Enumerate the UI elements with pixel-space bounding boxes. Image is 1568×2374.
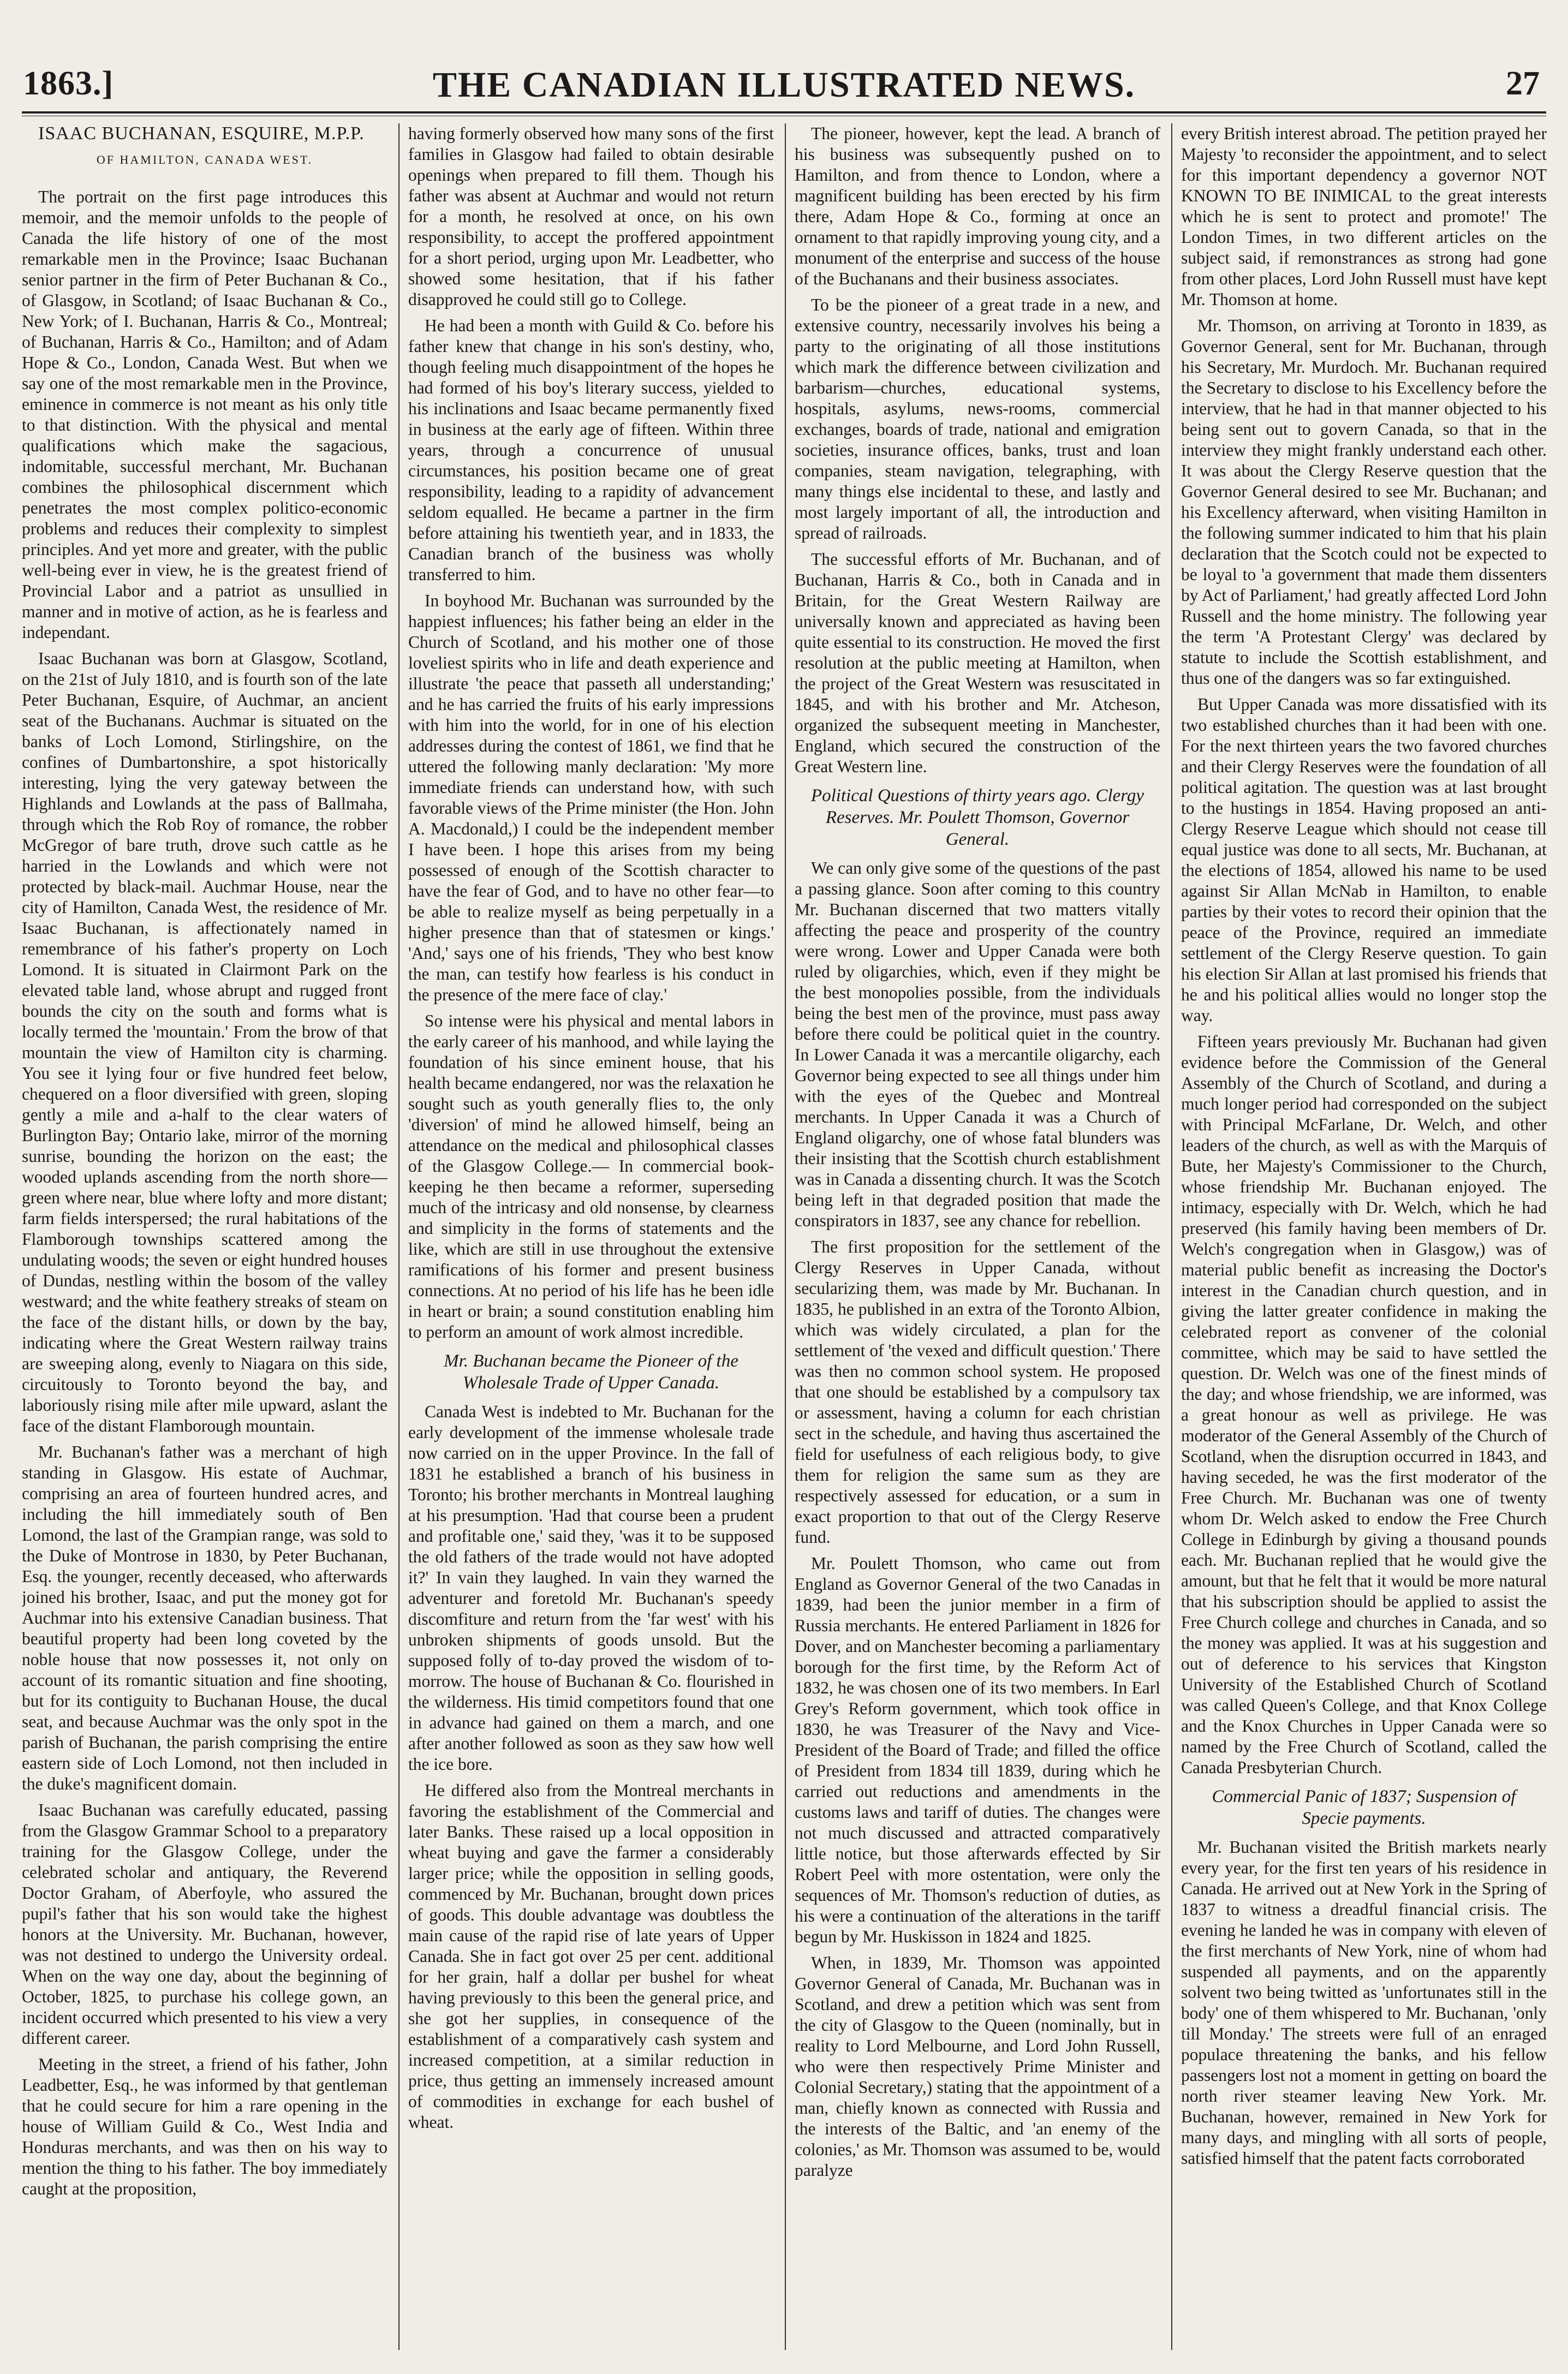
paragraph: When, in 1839, Mr. Thomson was appointed Governor General of Canada, Mr. Buchanan was in Scotland, and drew a petition which was sent from the city of Glasgow to the Queen (nominally, but in reality to Lord Melbourne, and Lord John Russell, who were then respectively Prime Minister and Colonial Secretary,) stating that the appointment of a man, chiefly known as connected with Russia and the interests of the Baltic, and 'an enemy of the colonies,' as Mr. Thomson was assumed to be, would paralyze <box>795 1953 1160 2180</box>
paragraph: But Upper Canada was more dissatisfied with its two established churches than it had been with one. For the next thirteen years the two favored churches and their Clergy Reserves were the foundation of all political agitation. The question was at last brought to the hustings in 1854. Having proposed an anti-Clergy Reserve League which should not cease till equal justice was done to all sects, Mr. Buchanan, at the elections of 1854, allowed his name to be used against Sir Allan McNab in Hamilton, to enable parties by their votes to record their opinion that the peace of the Province, required an immediate settlement of the Clergy Reserve question. To gain his election Sir Allan at last promised his friends that he and his political allies would no longer stop the way. <box>1181 695 1547 1025</box>
column-divider <box>1171 123 1172 2350</box>
paragraph: The pioneer, however, kept the lead. A branch of his business was subsequently pushed on to Hamilton, and from thence to London, where a magnificent building has been erected by his firm there, Adam Hope & Co., forming at once an ornament to that rapidly improving young city, and a monument of the enterprise and success of the house of the Buchanans and their business associates. <box>795 124 1160 288</box>
paragraph: The successful efforts of Mr. Buchanan, and of Buchanan, Harris & Co., both in Canada and in Britain, for the Great Western Railway are universally known and appreciated as having been quite essential to its construction. He moved the first resolution at the public meeting at Hamilton, when the project of the Great Western was resuscitated in 1845, and with his brother and Mr. Atcheson, organized the subsequent meeting in Manchester, England, which secured the construction of the Great Western line. <box>795 550 1160 776</box>
paragraph: Mr. Buchanan visited the British markets nearly every year, for the first ten years of his residence in Canada. He arrived out at New York in the Spring of 1837 to witness a dreadful financial crisis. The evening he landed he was in company with eleven of the first merchants of New York, nine of whom had suspended all payments, and on the apparently solvent two being twitted as 'unfortunates still in the body' one of them whispered to Mr. Buchanan, 'only till Monday.' The streets were full of an enraged populace threatening the banks, and his fellow passengers lost not a moment in getting on board the north river steamer leaving New York. Mr. Buchanan, however, remained in New York for many days, and mingling with all sorts of people, satisfied himself that the patent facts corroborated <box>1181 1838 1547 2168</box>
paragraph: having formerly observed how many sons of the first families in Glasgow had failed to obtain desirable openings when prepared to fill them. Though his father was absent at Auchmar and would not return for a month, he resolved at once, on his own responsibility, to accept the proffered appointment for a short period, urging upon Mr. Leadbetter, who showed some hesitation, that if his father disapproved he could still go to College. <box>408 124 774 309</box>
paragraph: So intense were his physical and mental labors in the early career of his manhood, and while laying the foundation of his since eminent house, that his health became endangered, nor was the relaxation he sought such as youth generally flies to, the only 'diversion' of mind he allowed himself, being an attendance on the medical and philosophical classes of the Glasgow College.— In commercial book-keeping he then became a reformer, superseding much of the intricasy and old nonsense, by clearness and simplicity in the forms of statements and the like, which are still in use throughout the extensive ramifications of his former and present business connections. At no period of his life has he been idle in heart or brain; a sound constitution enabling him to perform an amount of work almost incredible. <box>408 1011 774 1341</box>
section-heading: Mr. Buchanan became the Pioneer of the Wholesale Trade of Upper Canada. <box>444 1351 738 1393</box>
paragraph: every British interest abroad. The petition prayed her Majesty 'to reconsider the appointment, and to select for this important dependency a governor NOT KNOWN TO BE INIMICAL to the great interests which he is sent to protect and promote!' The London Times, in two different articles on the subject said, if remonstrances as strong had gone from other places, Lord John Russell must have kept Mr. Thomson at home. <box>1181 124 1547 309</box>
paragraph: Isaac Buchanan was born at Glasgow, Scotland, on the 21st of July 1810, and is fourth son of the late Peter Buchanan, Esquire, of Auchmar, an ancient seat of the Buchanans. Auchmar is situated on the banks of Loch Lomond, Stirlingshire, on the confines of Dumbartonshire, a spot historically interesting, lying the very gateway between the Highlands and Lowlands at the pass of Ballmaha, through which the Rob Roy of romance, the robber McGregor of bare truth, drove such cattle as he harried in the Lowlands and which were not protected by black-mail. Auchmar House, near the city of Hamilton, Canada West, the residence of Mr. Isaac Buchanan, is affectionately named in remembrance of his father's property on Loch Lomond. It is situated in Clairmont Park on the elevated table land, whose abrupt and rugged front bounds the city on the south and forms what is locally termed the 'mountain.' From the brow of that mountain the view of Hamilton city is charming. You see it lying four or five hundred feet below, chequered on a floor diversified with green, sloping gently a mile and a-half to the clear waters of Burlington Bay; Ontario lake, mirror of the morning sunrise, bounding the horizon on the east; the wooded uplands ascending from the north shore—green where near, blue where lofty and more distant; farm fields interspersed; the rural habitations of the Flamborough townships scattered among the undulating woods; the seven or eight hundred houses of Dundas, nestling within the bosom of the valley westward; and the white feathery streaks of steam on the face of the distant hills, or down by the bay, indicating where the Great Western railway trains are sweeping along, evenly to Niagara on this side, circuitously to Toronto beyond the bay, and laboriously rising mile after mile upward, aslant the face of the distant Flamborough mountain. <box>22 649 387 1435</box>
masthead <box>22 64 1546 119</box>
masthead-rule <box>22 111 1546 114</box>
issue-year: 1863.] <box>23 65 114 102</box>
paragraph: Isaac Buchanan was carefully educated, passing from the Glasgow Grammar School to a preparatory training for the Glasgow College, under the celebrated scholar and antiquary, the Reverend Doctor Graham, of Aberfoyle, who assured the pupil's father that his son would take the highest honors at the University. Mr. Buchanan, however, was not destined to undergo the University ordeal. When on the way one day, about the beginning of October, 1825, to purchase his college gown, an incident occurred which presented to his view a very different career. <box>22 1800 387 2048</box>
article-columns <box>22 123 1546 2361</box>
paragraph: To be the pioneer of a great trade in a new, and extensive country, necessarily involves his being a party to the originating of all those institutions which mark the difference between civilization and barbarism—churches, educational systems, hospitals, asylums, news-rooms, commercial exchanges, boards of trade, national and emigration societies, insurance offices, banks, trust and loan companies, steam navigation, telegraphing, with many things else incidental to these, and lastly and most largely important of all, the introduction and spread of railroads. <box>795 295 1160 542</box>
column-divider <box>398 123 400 2350</box>
paragraph: We can only give some of the questions of the past a passing glance. Soon after coming to this country Mr. Buchanan discerned that two matters vitally affecting the peace and prosperity of the country were wrong. Lower and Upper Canada were both ruled by oligarchies, which, even if they might be the best monopolies possible, from the individuals being the best men of the province, must pass away before there could be political quiet in the country. In Lower Canada it was a mercantile oligarchy, each Governor being expected to see all things under him with the eyes of the Quebec and Montreal merchants. In Upper Canada it was a Church of England oligarchy, one of whose fatal blunders was their insisting that the Scottish church establishment was in Canada a dissenting church. It was the Scotch being left in that degraded position that made the conspirators in 1837, see any chance for rebellion. <box>795 858 1160 1230</box>
section-heading: Political Questions of thirty years ago. Clergy Reserves. Mr. Poulett Thomson, Governor General. <box>810 786 1144 849</box>
newspaper-title: THE CANADIAN ILLUSTRATED NEWS. <box>432 65 1136 105</box>
column-1 <box>22 123 387 2350</box>
paragraph: Meeting in the street, a friend of his father, John Leadbetter, Esq., he was informed by that gentleman that he could secure for him a rare opening in the house of William Guild & Co., West India and Honduras merchants, and was then on his way to mention the thing to his father. The boy immediately caught at the proposition, <box>22 2055 387 2198</box>
paragraph: Fifteen years previously Mr. Buchanan had given evidence before the Commission of the General Assembly of the Church of Scotland, and during a much longer period had corresponded on the subject with Principal McFarlane, Dr. Welch, and other leaders of the church, as well as with the Marquis of Bute, her Majesty's Commissioner to the Church, whose friendship Mr. Buchanan enjoyed. The intimacy, especially with Dr. Welch, which he had preserved (his family having been members of Dr. Welch's congregation when in Glasgow,) was of material public benefit as increasing the Doctor's interest in the Canadian church question, and in giving the latter greater confidence in making the celebrated report as convener of the colonial committee, which may be said to have settled the question. Dr. Welch was one of the finest minds of the day; and whose friendship, we are informed, was a great honour as well as privilege. He was moderator of the General Assembly of the Church of Scotland, when the disruption occurred in 1843, and having seceded, he was the first moderator of the Free Church. Mr. Buchanan was one of twenty whom Dr. Welch asked to endow the Free Church College in Edinburgh by giving a thousand pounds each. Mr. Buchanan replied that he would give the amount, but that he felt that it would be more natural that his subscription should be applied to assist the Free Church college and churches in Canada, and so the money was applied. It was at his suggestion and out of deference to his services that Kingston University of the Established Church of Scotland was called Queen's College, and that Knox College and the Knox Churches in Upper Canada were so named by the Free Church of Scotland, called the Canada Presbyterian Church. <box>1181 1032 1547 1777</box>
column-4 <box>1181 123 1547 2350</box>
paragraph: Mr. Thomson, on arriving at Toronto in 1839, as Governor General, sent for Mr. Buchanan, through his Secretary, Mr. Murdoch. Mr. Buchanan required the Secretary to disclose to his Excellency before the interview, that he had in that manner objected to his being sent out to govern Canada, so that in the interview they might frankly understand each other. It was about the Clergy Reserve question that the Governor General desired to see Mr. Buchanan; and his Excellency afterward, when visiting Hamilton in the following summer indicated to him that his plain declaration that the Scotch could not be expected to be loyal to 'a government that made them dissenters by Act of Parliament,' had greatly affected Lord John Russell and the home ministry. The following year the term 'A Protestant Clergy' was declared by statute to include the Scottish establishment, and thus one of the dangers was so far extinguished. <box>1181 316 1547 688</box>
section-heading: Commercial Panic of 1837; Suspension of Specie payments. <box>1212 1787 1516 1828</box>
paragraph: Canada West is indebted to Mr. Buchanan for the early development of the immense wholesale trade now carried on in the upper Province. In the fall of 1831 he established a branch of his business in Toronto; his brother merchants in Montreal laughing at his presumption. 'Had that course been a prudent and profitable one,' said they, 'was it to be supposed the old fathers of the trade would not have adopted it?' In vain they laughed. In vain they warned the adventurer and foretold Mr. Buchanan's speedy discomfiture and return from the 'far west' with his unbroken shipments of goods unsold. But the supposed folly of to-day proved the wisdom of to-morrow. The house of Buchanan & Co. flourished in the wilderness. His timid competitors found that one in advance had gained on them a march, and one after another followed as soon as they saw how well the ice bore. <box>408 1402 774 1774</box>
paragraph: In boyhood Mr. Buchanan was surrounded by the happiest influences; his father being an elder in the Church of Scotland, and his mother one of those loveliest spirits who in life and death experience and illustrate 'the peace that passeth all understanding;' and he has carried the fruits of his early impressions with him into the world, for in one of his election addresses during the contest of 1861, we find that he uttered the following manly declaration: 'My more immediate friends can understand how, with such favorable views of the Prime minister (the Hon. John A. Macdonald,) I could be the independent member I have been. I hope this arises from my being possessed of enough of the Scottish character to have the fear of God, and to have no other fear—to be able to realize myself as being perpetually in a higher presence than that of statesmen or kings.' 'And,' says one of his friends, 'They who best know the man, can testify how fearless is his conduct in the presence of the mere face of clay.' <box>408 591 774 1004</box>
column-divider <box>785 123 786 2350</box>
paragraph: Mr. Buchanan's father was a merchant of high standing in Glasgow. His estate of Auchmar, comprising an area of fourteen hundred acres, and including the hill immediately south of Ben Lomond, the last of the Grampian range, was sold to the Duke of Montrose in 1830, by Peter Buchanan, Esq. the younger, recently deceased, who afterwards joined his brother, Isaac, and put the money got for Auchmar into his extensive Canadian business. That beautiful property had been long coveted by the noble house that now possesses it, not only on account of its romantic situation and fine shooting, but for its contiguity to Buchanan House, the ducal seat, and because Auchmar was the only spot in the parish of Buchanan, the parish comprising the entire eastern side of Loch Lomond, not then included in the duke's magnificent domain. <box>22 1442 387 1793</box>
paragraph: He had been a month with Guild & Co. before his father knew that change in his son's destiny, who, though feeling much disappointment of the hopes he had formed of his boy's literary success, yielded to his inclinations and Isaac became permanently fixed in business at the early age of fifteen. Within three years, through a concurrence of unusual circumstances, his position became one of great responsibility, leading to a rapidity of advancement seldom equalled. He became a partner in the firm before attaining his twentieth year, and in 1833, the Canadian branch of the business was wholly transferred to him. <box>408 316 774 584</box>
page-number: 27 <box>1506 65 1540 102</box>
paragraph: The portrait on the first page introduces this memoir, and the memoir unfolds to the people of Canada the life history of one of the most remarkable men in the Province; Isaac Buchanan senior partner in the firm of Peter Buchanan & Co., of Glasgow, in Scotland; of Isaac Buchanan & Co., New York; of I. Buchanan, Harris & Co., Montreal; of Buchanan, Harris & Co., Hamilton; and of Adam Hope & Co., London, Canada West. But when we say one of the most remarkable men in the Province, eminence in commerce is not meant as his only title to that distinction. With the physical and mental qualifications which make the sagacious, indomitable, successful merchant, Mr. Buchanan combines the philosophical discernment which penetrates the most complex politico-economic problems and reduces their complexity to simplest principles. And yet more and greater, with the public well-being ever in view, he is the greatest friend of Provincial Labor and a patriot as unsullied in manner and in motive of action, as he is fearless and independant. <box>22 187 387 642</box>
column-3 <box>795 123 1160 2350</box>
column-2 <box>408 123 774 2350</box>
paragraph: The first proposition for the settlement of the Clergy Reserves in Upper Canada, without secularizing them, was made by Mr. Buchanan. In 1835, he published in an extra of the Toronto Albion, which was widely circulated, a plan for the settlement of 'the vexed and difficult question.' There was then no common school system. He proposed that one should be established by a compulsory tax or assessment, having a column for each christian sect in the schedule, and having thus ascertained the field for usefulness of each religious body, to give them for religion the same sum as they are respectively assessed for education, or a sum in exact proportion to that out of the Clergy Reserve fund. <box>795 1237 1160 1547</box>
paragraph: He differed also from the Montreal merchants in favoring the establishment of the Commercial and later Banks. These raised up a local opposition in wheat buying and gave the farmer a considerably larger price; while the opposition in selling goods, commenced by Mr. Buchanan, brought down prices of goods. This double advantage was doubtless the main cause of the rapid rise of late years of Upper Canada. She in fact got over 25 per cent. additional for her grain, half a dollar per bushel for wheat having previously to this been the general price, and she got her supplies, in consequence of the establishment of a comparatively cash system and increased competition, at a similar reduction in price, thus getting an immensely increased amount of commodities in exchange for each bushel of wheat. <box>408 1781 774 2132</box>
article-headline: ISAAC BUCHANAN, ESQUIRE, M.P.P. <box>38 123 365 144</box>
article-subhead: OF HAMILTON, CANADA WEST. <box>96 153 313 166</box>
paragraph: Mr. Poulett Thomson, who came out from England as Governor General of the two Canadas in 1839, had been the junior member in a firm of Russia merchants. He entered Parliament in 1826 for Dover, and on Manchester becoming a parliamentary borough for the first time, by the Reform Act of 1832, he was chosen one of its two members. In Earl Grey's Reform government, which took office in 1830, he was Treasurer of the Navy and Vice-President of the Board of Trade; and filled the office of President from 1834 till 1839, during which he carried out reductions and amendments in the customs laws and tariff of duties. The changes were not much discussed and attracted comparatively little notice, but those afterwards effected by Sir Robert Peel with more ostentation, were only the sequences of Mr. Thomson's reduction of duties, as his were a continuation of the alterations in the tariff begun by Mr. Huskisson in 1824 and 1825. <box>795 1554 1160 1946</box>
